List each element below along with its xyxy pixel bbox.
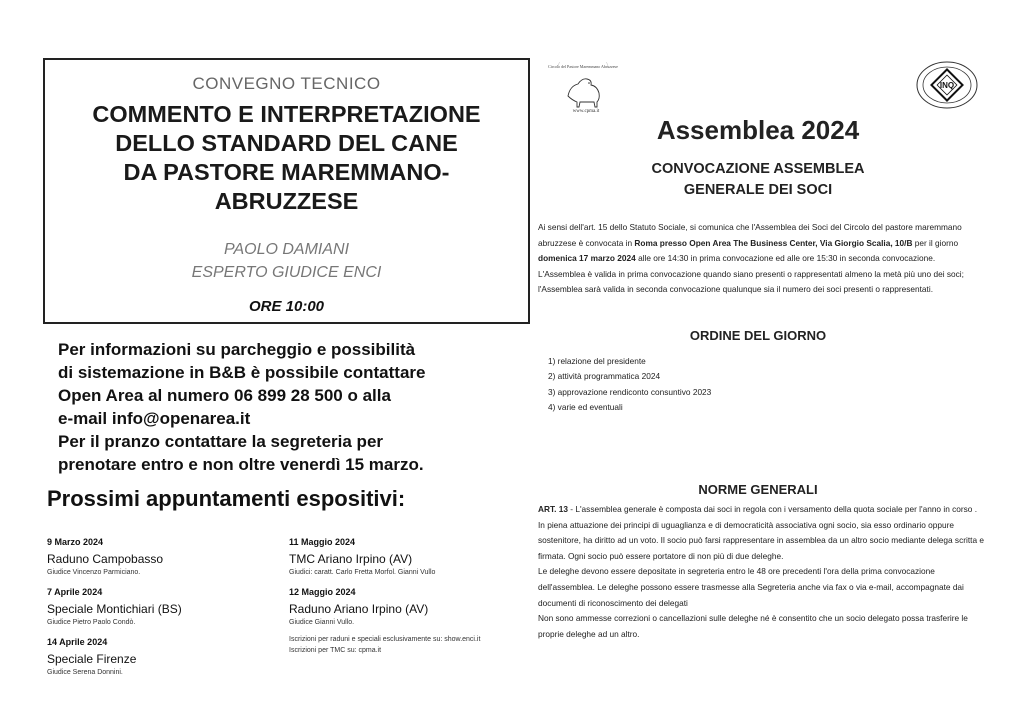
assemblea-subtitle-line: GENERALE DEI SOCI (683, 182, 833, 198)
norme-title: NORME GENERALI (698, 482, 818, 497)
odg-item: 1) relazione del presidente (548, 356, 646, 366)
body-text: alle ore 14:30 in prima convocazione ed alle ore 15:30 in seconda convocazione. L'Assemblea è valida in prima convocazione quando siano presenti o rappresentati almeno la metà più uno dei soci; l'Assemblea sarà valida in seconda convocazione qualunque sia il numero dei soci presenti o rappresentati. (538, 253, 964, 295)
logo-url: www.cpma.it (572, 109, 600, 114)
norme-body (538, 502, 984, 642)
body-venue: Roma presso Open Area The Business Center, Via Giorgio Scalia, 10/B (634, 237, 913, 248)
art-label: ART. 13 (538, 504, 568, 514)
norme-paragraph: In piena attuazione dei principi di uguaglianza e di democraticità associativa ogni socio, sia esso ordinario oppure sostenitore, ha diritto ad un voto. Il socio può farsi rappresentare in assemblea da un altro socio mediante delega scritta e firmata. Ogni socio può essere portatore di non più di due deleghe. (538, 519, 984, 561)
inq-logo (916, 60, 978, 110)
cpma-logo (538, 62, 630, 114)
iscrizioni-line: Iscrizioni per TMC su: cpma.it (289, 647, 382, 654)
assemblea-body (538, 220, 982, 298)
convegno-title-line: COMMENTO E INTERPRETAZIONE (92, 101, 481, 127)
event-name: Speciale Firenze (47, 652, 137, 666)
event-item (47, 637, 136, 676)
dog-emblem-icon (538, 62, 630, 114)
info-line: e-mail info@openarea.it (58, 409, 251, 428)
body-date: domenica 17 marzo 2024 (538, 253, 636, 264)
convegno-time: ORE 10:00 (248, 298, 325, 315)
event-item (47, 537, 163, 576)
convegno-speaker (45, 238, 528, 284)
norme-paragraph: Le deleghe devono essere depositate in segreteria entro le 48 ore precedenti l'ora della prima convocazione dell'assemblea. Le deleghe possono essere trasmesse alla Segreteria anche via fax o via e-mail, accompagnate dai documenti di riconoscimento dei delegati (538, 566, 964, 608)
speaker-name: PAOLO DAMIANI (223, 241, 350, 258)
assemblea-title: Assemblea 2024 (656, 115, 860, 145)
convegno-box (43, 58, 530, 324)
art-text: - L'assemblea generale è composta dai soci in regola con i versamento della quota sociale per l'anno in corso . (567, 504, 978, 514)
info-paragraph (58, 338, 528, 476)
event-date: 9 Marzo 2024 (47, 537, 104, 547)
convegno-title (55, 100, 518, 216)
info-line: Per il pranzo contattare la segreteria per (58, 432, 384, 451)
convegno-title-line: DELLO STANDARD DEL CANE (115, 130, 458, 156)
event-judge: Giudice Vincenzo Parmiciano. (47, 569, 141, 576)
odg-item: 4) varie ed eventuali (548, 402, 623, 413)
event-judge: Giudici: caratt. Carlo Fretta Morfol. Gianni Vullo (289, 569, 436, 576)
convegno-title-line: ABRUZZESE (214, 188, 359, 214)
assemblea-subtitle (540, 159, 976, 201)
odg-list (548, 354, 711, 416)
norme-paragraph (538, 502, 984, 518)
event-item (289, 587, 428, 626)
event-judge: Giudice Gianni Vullo. (289, 619, 355, 626)
odg-title: ORDINE DEL GIORNO (689, 328, 827, 343)
event-name: Speciale Montichiari (BS) (47, 602, 182, 616)
event-date: 12 Maggio 2024 (289, 587, 356, 597)
event-name: Raduno Campobasso (47, 552, 164, 566)
info-line: prenotare entro e non oltre venerdì 15 marzo. (58, 455, 424, 474)
convegno-kicker: CONVEGNO TECNICO (192, 74, 381, 93)
event-date: 11 Maggio 2024 (289, 537, 356, 547)
info-line: Per informazioni su parcheggio e possibilità (58, 340, 416, 359)
odg-item: 2) attività programmatica 2024 (548, 371, 661, 382)
norme-paragraph: Non sono ammesse correzioni o cancellazioni sulle deleghe né è consentito che un socio delegato possa trasferire le proprie deleghe ad un altro. (538, 613, 968, 639)
body-text: per il giorno (912, 237, 959, 248)
event-item (289, 537, 435, 576)
event-judge: Giudice Pietro Paolo Condò. (47, 619, 136, 626)
convegno-title-line: DA PASTORE MAREMMANO- (123, 159, 450, 185)
event-judge: Giudice Serena Donnini. (47, 669, 123, 676)
event-name: Raduno Ariano Irpino (AV) (289, 602, 429, 616)
info-line: Open Area al numero 06 899 28 500 o alla (58, 386, 391, 405)
info-line: di sistemazione in B&B è possibile contattare (58, 363, 426, 382)
event-date: 7 Aprile 2024 (47, 587, 103, 597)
logo-letters: INQ (939, 81, 955, 90)
odg-item: 3) approvazione rendiconto consuntivo 2023 (548, 386, 712, 397)
logo-arc-text: Circolo del Pastore Maremmano Abruzzese (548, 64, 618, 69)
next-events-title: Prossimi appuntamenti espositivi: (47, 486, 406, 511)
speaker-role: ESPERTO GIUDICE ENCI (191, 264, 382, 281)
inq-emblem-icon (916, 60, 978, 110)
iscrizioni-line: Iscrizioni per raduni e speciali esclusivamente su: show.enci.it (289, 636, 481, 643)
assemblea-subtitle-line: CONVOCAZIONE ASSEMBLEA (651, 161, 865, 177)
iscrizioni-note (289, 634, 480, 656)
event-date: 14 Aprile 2024 (47, 637, 108, 647)
event-item (47, 587, 182, 626)
body-text: Ai sensi dell'art. 15 dello Statuto Sociale, si comunica che l'Assemblea dei Soci del Circolo del pastore maremmano abruzzese è convocata in (538, 222, 962, 248)
event-name: TMC Ariano Irpino (AV) (289, 552, 413, 566)
